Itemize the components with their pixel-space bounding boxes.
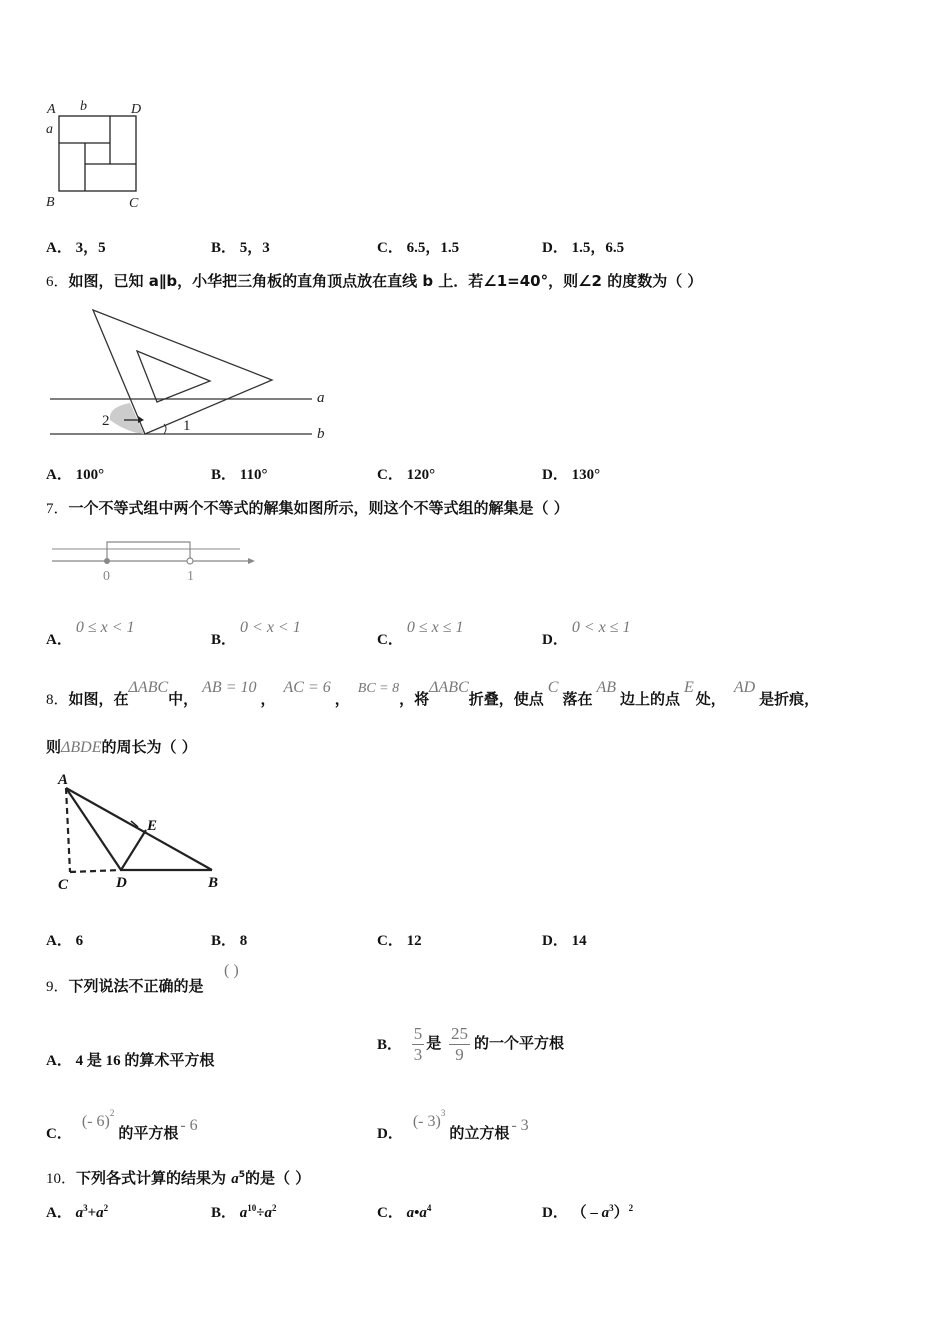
option-letter: C． bbox=[377, 933, 403, 949]
option-text: 4 是 16 的算术平方根 bbox=[75, 1053, 215, 1069]
q8-math-e: E bbox=[684, 679, 694, 696]
option-text: 5，3 bbox=[239, 240, 270, 256]
q8-text-8: 边上的点 bbox=[620, 690, 681, 708]
q5-label-A: A bbox=[47, 102, 56, 117]
option-math: 0 < x ≤ 1 bbox=[571, 619, 631, 636]
option-math: 0 ≤ x ≤ 1 bbox=[406, 619, 464, 636]
q6-triangle-figure bbox=[46, 304, 346, 444]
q9-option-c[interactable] bbox=[46, 1108, 198, 1142]
q8-text-9: 处， bbox=[695, 690, 726, 708]
option-text: 6 bbox=[75, 933, 84, 949]
option-var: a bbox=[96, 1205, 104, 1221]
q6-label-2: 2 bbox=[102, 413, 110, 429]
option-paren: ） bbox=[613, 1205, 629, 1221]
q8-math-triangle-bde: ΔBDE bbox=[61, 739, 102, 756]
question-number: 6． bbox=[46, 274, 69, 290]
q8-stem-line1 bbox=[46, 676, 820, 708]
option-exponent: 3 bbox=[440, 1108, 446, 1118]
q8-label-C: C bbox=[58, 877, 69, 893]
q5-option-d[interactable] bbox=[542, 236, 624, 257]
q7-option-a[interactable] bbox=[46, 616, 135, 648]
q9-stem bbox=[46, 975, 204, 996]
option-letter: A． bbox=[46, 632, 72, 648]
option-letter: C． bbox=[46, 1126, 72, 1142]
option-text: 的立方根 bbox=[449, 1126, 510, 1142]
option-exponent: 2 bbox=[272, 1203, 277, 1213]
q8-math-ac: AC = 6 bbox=[283, 679, 331, 696]
q8-text-2: 中， bbox=[168, 690, 199, 708]
q8-math-triangle-abc-2: ΔABC bbox=[429, 679, 469, 696]
q10-stem bbox=[46, 1167, 310, 1188]
q8-math-ad: AD bbox=[733, 679, 756, 696]
question-text: 如图，已知 a∥b，小华把三角板的直角顶点放在直线 b 上．若∠1=40°，则∠2 的度数为（ ） bbox=[68, 272, 703, 290]
q5-label-B: B bbox=[46, 195, 55, 210]
option-letter: B． bbox=[211, 632, 237, 648]
option-text: 130° bbox=[571, 467, 601, 483]
option-exponent: 2 bbox=[103, 1203, 109, 1213]
option-letter: C． bbox=[377, 240, 403, 256]
q8-math-ab: AB = 10 bbox=[202, 679, 257, 696]
option-text: 12 bbox=[406, 933, 422, 949]
q8-stem-line2 bbox=[46, 736, 197, 757]
question-text: 一个不等式组中两个不等式的解集如图所示，则这个不等式组的解集是（ ） bbox=[68, 499, 569, 517]
q10-option-b[interactable] bbox=[211, 1201, 277, 1222]
question-number: 9． bbox=[46, 979, 69, 995]
q8-label-A: A bbox=[58, 772, 69, 788]
q8-option-c[interactable] bbox=[377, 929, 422, 950]
option-exponent: 4 bbox=[426, 1203, 432, 1213]
q5-label-b: b bbox=[80, 99, 87, 114]
q10-option-a[interactable] bbox=[46, 1201, 108, 1222]
question-exponent: 5 bbox=[238, 1170, 246, 1180]
option-letter: C． bbox=[377, 467, 403, 483]
option-operator: ÷ bbox=[256, 1205, 265, 1221]
option-letter: B． bbox=[211, 467, 237, 483]
q8-label-E: E bbox=[147, 818, 158, 834]
option-text: 110° bbox=[239, 467, 268, 483]
q8-math-ab-2: AB bbox=[596, 679, 616, 696]
question-number: 10． bbox=[46, 1171, 77, 1187]
q8-option-a[interactable] bbox=[46, 929, 83, 950]
q8-text-5: ，将 bbox=[399, 690, 430, 708]
q5-label-D: D bbox=[131, 102, 142, 117]
q10-option-c[interactable] bbox=[377, 1201, 431, 1222]
q8-text-6: 折叠，使点 bbox=[468, 690, 544, 708]
option-letter: D． bbox=[377, 1126, 403, 1142]
option-var: a bbox=[239, 1205, 248, 1221]
q5-option-b[interactable] bbox=[211, 236, 270, 257]
option-paren: （ – bbox=[571, 1205, 602, 1221]
option-text: 100° bbox=[75, 467, 105, 483]
option-math: 0 ≤ x < 1 bbox=[75, 619, 135, 636]
option-letter: A． bbox=[46, 467, 72, 483]
option-operator: + bbox=[87, 1205, 97, 1221]
q8-text-then: 则 bbox=[46, 738, 62, 756]
option-var: a bbox=[264, 1205, 272, 1221]
option-letter: B． bbox=[211, 933, 237, 949]
option-letter: A． bbox=[46, 1053, 72, 1069]
option-math: - 6 bbox=[180, 1117, 198, 1134]
q9-option-d[interactable] bbox=[377, 1108, 529, 1142]
option-math: (- 6) bbox=[81, 1113, 110, 1130]
option-text: 8 bbox=[239, 933, 248, 949]
q8-label-D: D bbox=[116, 875, 127, 891]
option-exponent: 3 bbox=[609, 1203, 614, 1213]
q7-option-b[interactable] bbox=[211, 616, 301, 648]
q8-text-10: 是折痕， bbox=[759, 690, 820, 708]
q8-math-c: C bbox=[547, 679, 559, 696]
question-text: 的是（ ） bbox=[245, 1169, 311, 1187]
q10-option-d[interactable] bbox=[542, 1201, 633, 1222]
q6-label-a: a bbox=[317, 390, 325, 406]
option-letter: D． bbox=[542, 933, 568, 949]
q6-stem bbox=[46, 270, 702, 291]
numerator: 25 bbox=[451, 1024, 469, 1043]
question-number: 8． bbox=[46, 692, 69, 708]
q6-option-a[interactable] bbox=[46, 463, 104, 484]
q8-text-perimeter: 的周长为（ ） bbox=[101, 738, 197, 756]
option-operator: • bbox=[414, 1205, 420, 1221]
denominator: 9 bbox=[455, 1045, 464, 1064]
option-var: a bbox=[75, 1205, 84, 1221]
option-text: 的一个平方根 bbox=[474, 1035, 565, 1052]
question-var: a bbox=[231, 1171, 239, 1187]
q6-option-b[interactable] bbox=[211, 463, 267, 484]
option-letter: D． bbox=[542, 467, 568, 483]
q8-text-4: ， bbox=[334, 690, 350, 708]
option-text: 120° bbox=[406, 467, 436, 483]
q5-option-a[interactable] bbox=[46, 236, 106, 257]
q8-text-3: ， bbox=[260, 690, 276, 708]
q9-option-b[interactable] bbox=[377, 1024, 564, 1065]
q8-text-7: 落在 bbox=[562, 690, 593, 708]
q9-paren: ( ) bbox=[224, 962, 239, 979]
q8-triangle-figure bbox=[46, 770, 236, 895]
q6-option-c[interactable] bbox=[377, 463, 435, 484]
q8-math-triangle-abc: ΔABC bbox=[128, 679, 169, 696]
q5-label-a: a bbox=[46, 122, 53, 137]
q7-option-c[interactable] bbox=[377, 616, 464, 648]
q8-option-b[interactable] bbox=[211, 929, 247, 950]
option-text: 6.5，1.5 bbox=[406, 240, 460, 256]
option-exponent: 3 bbox=[83, 1203, 88, 1213]
option-letter: B． bbox=[211, 1205, 237, 1221]
question-text: 下列各式计算的结果为 bbox=[76, 1169, 232, 1187]
option-letter: A． bbox=[46, 933, 72, 949]
option-letter: B． bbox=[377, 1036, 403, 1053]
option-letter: C． bbox=[377, 632, 403, 648]
option-letter: B． bbox=[211, 240, 237, 256]
q7-label-0: 0 bbox=[103, 569, 110, 584]
option-text: 14 bbox=[571, 933, 587, 949]
q8-label-B: B bbox=[208, 875, 219, 891]
q7-label-1: 1 bbox=[187, 569, 194, 584]
q8-math-bc: BC = 8 bbox=[357, 681, 400, 696]
q9-option-a[interactable] bbox=[46, 1049, 214, 1070]
option-exponent: 2 bbox=[628, 1203, 634, 1213]
option-letter: A． bbox=[46, 1205, 72, 1221]
option-text: 是 bbox=[426, 1035, 442, 1052]
option-exponent: 2 bbox=[109, 1108, 115, 1118]
option-letter: D． bbox=[542, 1205, 568, 1221]
option-text: 3，5 bbox=[75, 240, 106, 256]
option-exponent: 10 bbox=[247, 1203, 257, 1213]
q5-square-figure bbox=[44, 96, 154, 211]
option-text: 的平方根 bbox=[118, 1126, 179, 1142]
option-var: a bbox=[406, 1205, 415, 1221]
option-math: (- 3) bbox=[412, 1113, 441, 1130]
option-var: a bbox=[419, 1205, 427, 1221]
q6-label-1: 1 bbox=[183, 418, 191, 434]
q7-option-d[interactable] bbox=[542, 616, 631, 648]
option-math: - 3 bbox=[511, 1117, 529, 1134]
q6-option-d[interactable] bbox=[542, 463, 600, 484]
q6-label-b: b bbox=[317, 426, 325, 442]
fraction-25-9 bbox=[449, 1024, 470, 1065]
option-letter: D． bbox=[542, 632, 568, 648]
question-number: 7． bbox=[46, 501, 69, 517]
option-text: 1.5，6.5 bbox=[571, 240, 625, 256]
question-text: 下列说法不正确的是 bbox=[68, 977, 204, 995]
q8-option-d[interactable] bbox=[542, 929, 587, 950]
option-var: a bbox=[601, 1205, 610, 1221]
q7-number-line-figure bbox=[48, 534, 258, 586]
fraction-5-3 bbox=[412, 1024, 425, 1065]
option-letter: A． bbox=[46, 240, 72, 256]
option-letter: C． bbox=[377, 1205, 403, 1221]
denominator: 3 bbox=[413, 1045, 423, 1064]
option-math: 0 < x < 1 bbox=[240, 619, 301, 636]
q7-stem bbox=[46, 497, 569, 518]
q5-label-C: C bbox=[129, 196, 139, 211]
numerator: 5 bbox=[413, 1024, 423, 1043]
option-letter: D． bbox=[542, 240, 568, 256]
q5-option-c[interactable] bbox=[377, 236, 459, 257]
q8-text-1: 如图，在 bbox=[68, 690, 129, 708]
